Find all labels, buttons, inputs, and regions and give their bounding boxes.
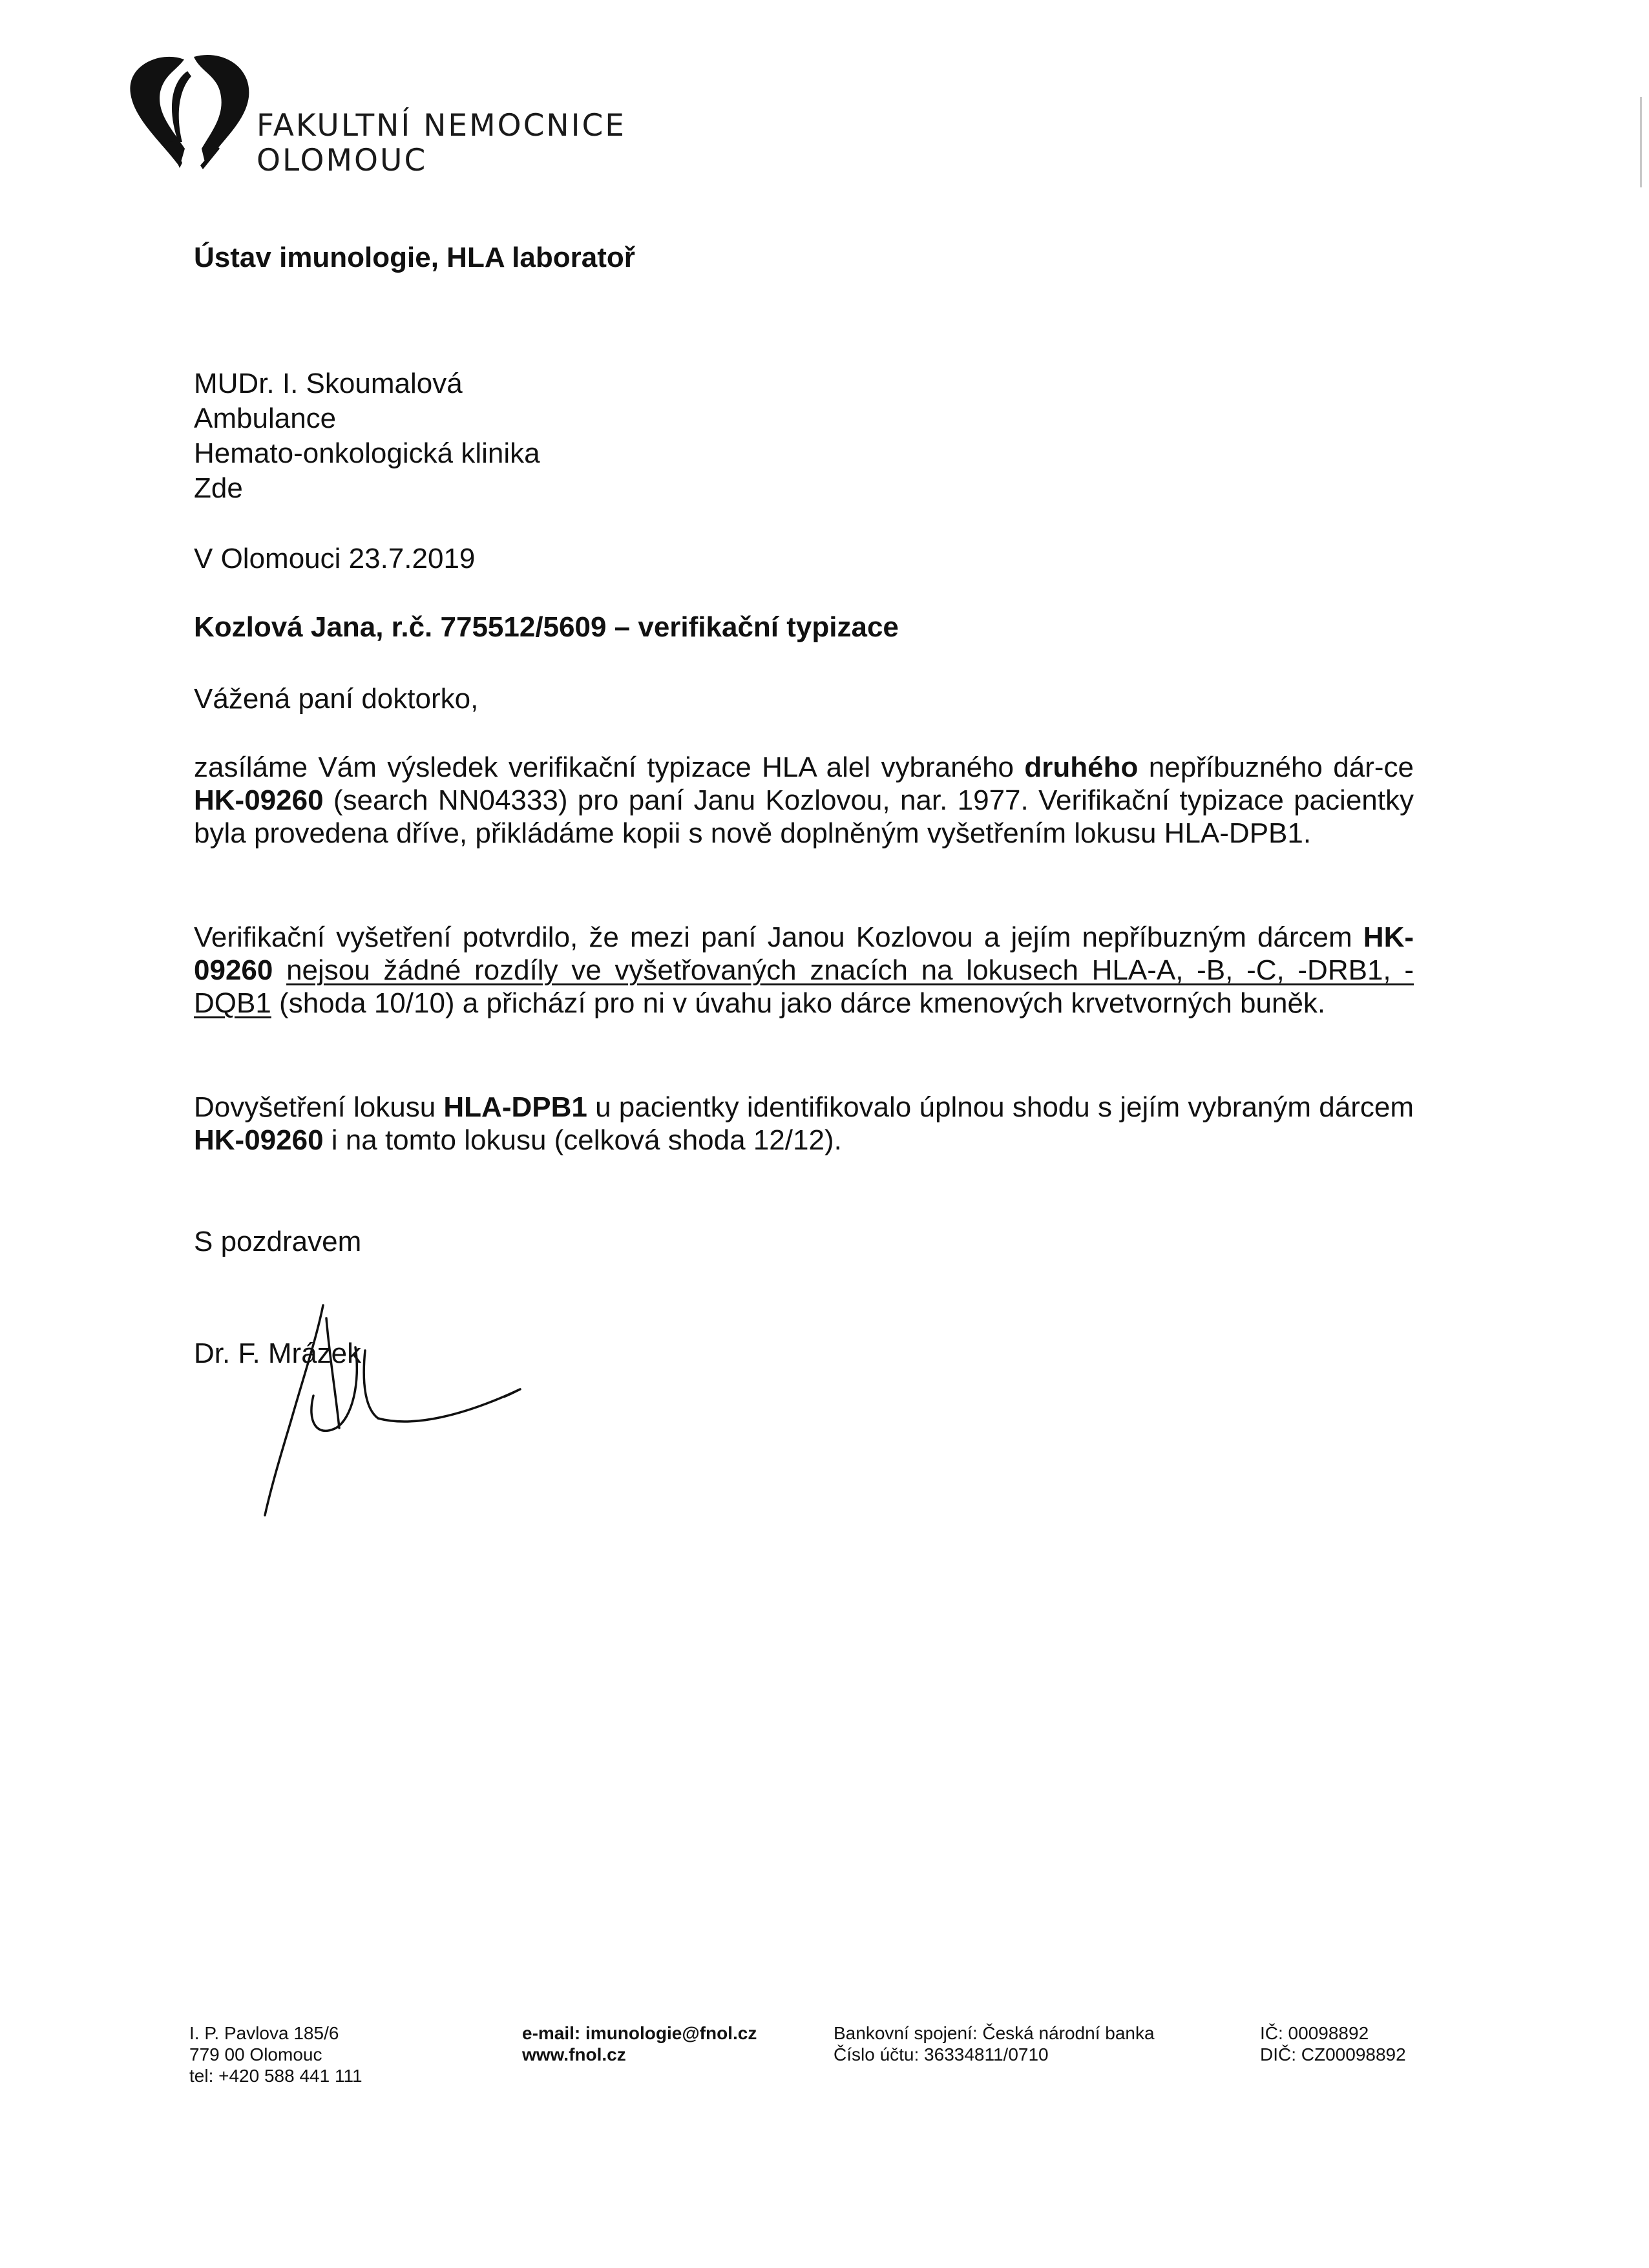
- addressee-clinic: Hemato-onkologická klinika: [194, 437, 540, 469]
- bold-run: druhého: [1024, 751, 1139, 783]
- addressee-block: [194, 366, 540, 506]
- text-run: Dovyšetření lokusu: [194, 1091, 444, 1123]
- text-run: [273, 954, 286, 986]
- letter-date: V Olomouci 23.7.2019: [194, 543, 476, 574]
- footer-bank: [834, 2022, 1155, 2065]
- addressee-name: MUDr. I. Skoumalová: [194, 368, 463, 399]
- text-run: i na tomto lokusu (celková shoda 12/12).: [323, 1124, 842, 1156]
- signature-image: [233, 1299, 543, 1531]
- text-run: Verifikační vyšetření potvrdilo, že mezi paní Janou Kozlovou a jejím nepříbuzným dárcem: [194, 921, 1363, 953]
- letter-subject: Kozlová Jana, r.č. 775512/5609 – verifikační typizace: [194, 611, 899, 643]
- text-run: nepříbuzného dár-ce: [1138, 751, 1414, 783]
- department-heading: Ústav imunologie, HLA laboratoř: [194, 242, 635, 273]
- hospital-name-line2: OLOMOUC: [257, 143, 428, 178]
- footer-ic: IČ: 00098892: [1260, 2023, 1369, 2043]
- donor-code: HK-09260: [194, 784, 324, 816]
- footer-bank-name: Bankovní spojení: Česká národní banka: [834, 2023, 1155, 2043]
- hospital-name: [257, 109, 626, 178]
- footer-account-number: Číslo účtu: 36334811/0710: [834, 2044, 1049, 2064]
- footer-contact: [522, 2022, 757, 2065]
- closing-phrase: S pozdravem: [194, 1226, 362, 1257]
- footer-address: [189, 2022, 362, 2086]
- signer-name: Dr. F. Mrázek: [194, 1338, 362, 1369]
- footer-city: 779 00 Olomouc: [189, 2044, 322, 2064]
- body-paragraph-2: [194, 921, 1414, 1020]
- donor-code: HK-09260: [194, 1124, 324, 1156]
- locus-name: HLA-DPB1: [443, 1091, 587, 1123]
- footer-phone: tel: +420 588 441 111: [189, 2066, 362, 2086]
- scan-edge-mark: [1640, 97, 1642, 187]
- underlined-run: nejsou žádné rozdíly ve vyšetřovaných znacích na lokusech HLA-A, -B, -C, -DRB1, -DQB1: [194, 954, 1414, 1019]
- addressee-location: Zde: [194, 472, 243, 504]
- footer-email: e-mail: imunologie@fnol.cz: [522, 2023, 757, 2043]
- text-run: (search NN04333) pro paní Janu Kozlovou, nar. 1977. Verifikační typizace pacientky byla provedena dříve, přikládáme kopii s nově doplněným vyšetřením lokusu HLA-DPB1.: [194, 784, 1414, 849]
- footer-website: www.fnol.cz: [522, 2044, 626, 2064]
- text-run: u pacientky identifikovalo úplnou shodu s jejím vybraným dárcem: [587, 1091, 1414, 1123]
- text-run: zasíláme Vám výsledek verifikační typizace HLA alel vybraného: [194, 751, 1025, 783]
- body-paragraph-1: [194, 751, 1414, 850]
- hospital-name-line1: FAKULTNÍ NEMOCNICE: [257, 108, 626, 143]
- footer-dic: DIČ: CZ00098892: [1260, 2044, 1406, 2064]
- salutation: Vážená paní doktorko,: [194, 683, 479, 715]
- addressee-unit: Ambulance: [194, 403, 337, 434]
- body-paragraph-3: [194, 1091, 1414, 1157]
- donor-code: HK-09260: [194, 921, 1414, 986]
- footer-street: I. P. Pavlova 185/6: [189, 2023, 339, 2043]
- hospital-heart-logo-icon: [123, 52, 258, 181]
- text-run: (shoda 10/10) a přichází pro ni v úvahu jako dárce kmenových krvetvorných buněk.: [271, 987, 1326, 1019]
- footer-ids: [1260, 2022, 1406, 2065]
